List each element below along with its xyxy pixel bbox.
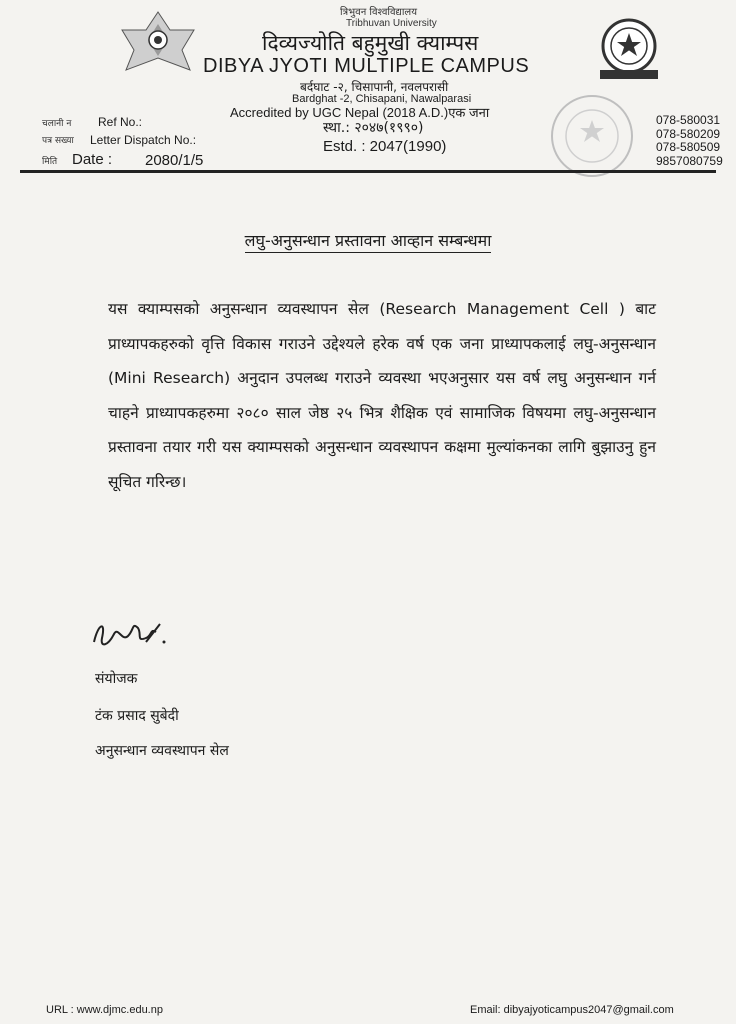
dispatch-label-nepali: पत्र सख्या [42, 136, 74, 146]
ref-label-nepali: चलानी न [42, 119, 72, 129]
phone-number: 9857080759 [656, 153, 723, 168]
tribhuvan-university-logo-icon [120, 10, 196, 72]
signature-icon [88, 612, 178, 656]
signatory-role: संयोजक [95, 671, 138, 687]
date-value: 2080/1/5 [145, 152, 204, 169]
subject-text: लघु-अनुसन्धान प्रस्तावना आव्हान सम्बन्धमा [245, 231, 492, 253]
signatory-cell: अनुसन्धान व्यवस्थापन सेल [95, 743, 229, 759]
dispatch-label: Letter Dispatch No.: [90, 133, 197, 147]
university-name-nepali: त्रिभुवन विश्वविद्यालय [340, 7, 418, 18]
ref-label: Ref No.: [98, 115, 143, 129]
campus-stamp-icon [548, 92, 636, 180]
header-divider [20, 170, 716, 173]
phone-number: 078-580209 [656, 126, 721, 141]
letter-body: यस क्याम्पसको अनुसन्धान व्यवस्थापन सेल (Research Management Cell ) बाट प्राध्यापकहरुको वृत्ति विकास गराउने उद्देश्यले हरेक वर्ष एक जना प्राध्यापकलाई लघु-अनुसन्धान (Mini Research) अनुदान उपलब्ध गराउने व्यवस्था भएअनुसार यस वर्ष लघु अनुसन्धान गर्न चाहने प्राध्यापकहरुमा २०८० साल जेष्ठ २५ भित्र शैक्षिक एवं सामाजिक विषयमा लघु-अनुसन्धान प्रस्तावना तयार गरी यस क्याम्पसको अनुसन्धान व्यवस्थापन कक्षमा मुल्यांकनका लागि बुझाउनु हुन सूचित गरिन्छ। [108, 300, 656, 491]
letter-subject [0, 229, 736, 251]
established-nepali: स्था.: २०४७(१९९०) [323, 120, 424, 136]
phone-number: 078-580031 [656, 113, 721, 127]
phone-numbers [656, 114, 723, 168]
footer-email: Email: dibyajyoticampus2047@gmail.com [470, 1004, 674, 1016]
university-name-english: Tribhuvan University [346, 18, 437, 29]
phone-number: 078-580509 [656, 140, 721, 154]
campus-name-nepali: दिव्यज्योति बहुमुखी क्याम्पस [262, 31, 479, 55]
campus-name-english: DIBYA JYOTI MULTIPLE CAMPUS [203, 55, 530, 77]
campus-logo-icon [592, 16, 666, 82]
accreditation-text: Accredited by UGC Nepal (2018 A.D.)एक जना [230, 105, 490, 120]
footer-url: URL : www.djmc.edu.np [46, 1004, 163, 1016]
address-english: Bardghat -2, Chisapani, Nawalparasi [292, 93, 472, 105]
date-label: Date : [72, 151, 113, 168]
address-nepali: बर्दघाट -२, चिसापानी, नवलपरासी [300, 80, 449, 94]
signatory-name: टंक प्रसाद सुबेदी [95, 708, 179, 724]
date-label-nepali: मिति [42, 157, 58, 167]
established-english: Estd. : 2047(1990) [323, 138, 447, 155]
